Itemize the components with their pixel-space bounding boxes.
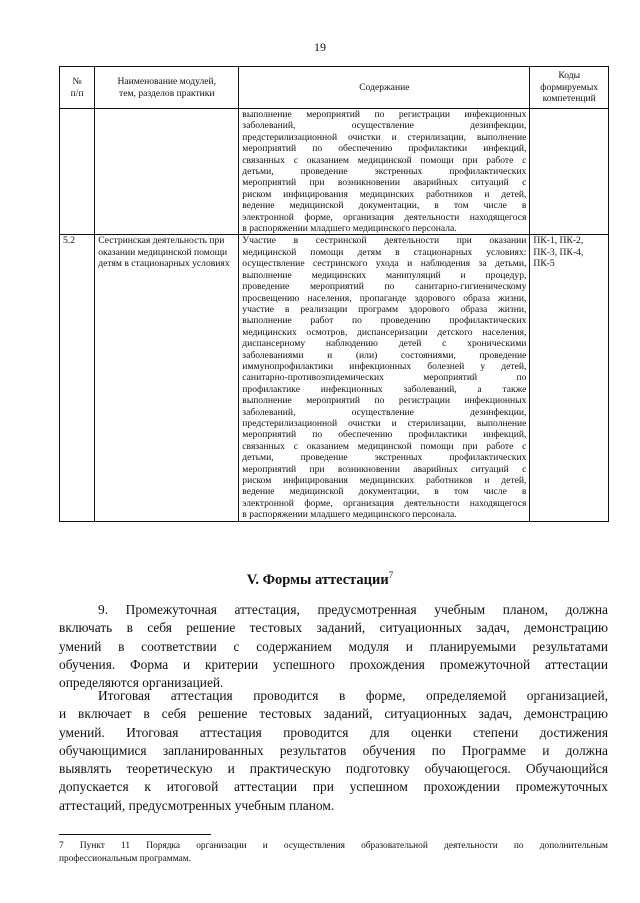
content-line: Участие в сестринской деятельности при оказании: [242, 235, 527, 247]
header-codes: Коды формируемых компетенций: [530, 67, 609, 109]
content-line: мероприятий по обеспечению профилактики инфекций,: [242, 429, 527, 441]
content-line: предстерилизационной очистки и стерилизации, выполнение: [242, 131, 527, 143]
footnote-line: профессиональным программам.: [59, 854, 192, 864]
content-line: детьми, проведение экстренных профилактических: [242, 166, 527, 178]
row-content: [239, 109, 530, 235]
paragraph-line: выявлять теоретическую и практическую подготовку обучающегося. Обучающийся: [59, 761, 608, 777]
content-line: заболеваний, осуществление дезинфекции,: [242, 120, 527, 132]
paragraph-line: допускается к итоговой аттестации при успешном прохождении промежуточных: [59, 779, 608, 795]
content-line: выполнение мероприятий по регистрации инфекционных: [242, 395, 527, 407]
practice-content-table: [59, 66, 609, 522]
content-line: заболеваниями и (или) состояниями, проведение: [242, 349, 527, 361]
row-codes: [530, 109, 609, 235]
paragraph-final-assessment: [59, 687, 608, 815]
footnote-ref: 7: [388, 570, 394, 580]
table-row: [60, 109, 609, 235]
header-name: Наименование модулей, тем, разделов практики: [95, 67, 239, 109]
content-line: мероприятий по обеспечению профилактики инфекций,: [242, 143, 527, 155]
content-line: электронной форме, организация деятельности находящегося: [242, 211, 527, 223]
content-line: медицинской помощи детям в стационарных условиях:: [242, 246, 527, 258]
content-line: предстерилизационной очистки и стерилизации, выполнение: [242, 417, 527, 429]
content-line: в распоряжении младшего медицинского персонала.: [242, 509, 457, 521]
row-content: [239, 235, 530, 521]
section-title-text: V. Формы аттестации: [246, 571, 389, 588]
paragraph-line: Итоговая аттестация проводится в форме, определяемой организацией,: [98, 688, 608, 703]
paragraph-line: определяются организацией.: [59, 675, 224, 691]
table-header-row: [60, 67, 609, 109]
content-line: мероприятий при возникновении аварийных ситуаций с: [242, 177, 527, 189]
content-line: профилактике инфекционных заболеваний, а также: [242, 383, 527, 395]
paragraph-intermediate-assessment: [59, 601, 608, 692]
content-line: просвещению населения, пропаганде здорового образа жизни,: [242, 292, 527, 304]
paragraph-line: аттестаций, предусмотренных учебным планом.: [59, 797, 335, 813]
header-num: № п/п: [60, 67, 95, 109]
paragraph-line: обучающимися запланированных результатов обучения по Программе и должна: [59, 742, 608, 758]
content-line: риском инфицирования медицинских работников и детей,: [242, 188, 527, 200]
paragraph-line: умений. Итоговая аттестация проводится для оценки степени достижения: [59, 724, 608, 740]
footnote: [59, 840, 608, 866]
table-row: [60, 235, 609, 521]
section-title: [0, 570, 640, 589]
paragraph-line: включать в себя решение тестовых заданий, ситуационных задач, демонстрацию: [59, 620, 608, 636]
page-number: 19: [314, 40, 326, 54]
content-line: иммунопрофилактики инфекционных болезней у детей,: [242, 360, 527, 372]
paragraph-line: умений в соответствии с содержанием модуля и планируемыми результатами: [59, 638, 608, 654]
paragraph-line: обучения. Форма и критерии успешного прохождения промежуточной аттестации: [59, 656, 608, 672]
row-codes: ПК-1, ПК-2, ПК-3, ПК-4, ПК-5: [530, 235, 609, 521]
content-line: выполнение работ по проведению профилактических: [242, 315, 527, 327]
row-name: [95, 109, 239, 235]
header-content: Содержание: [239, 67, 530, 109]
paragraph-line: и включает в себя решение тестовых заданий, ситуационных задач, демонстрацию: [59, 706, 608, 722]
content-line: санитарно-противоэпидемических мероприятий по: [242, 372, 527, 384]
paragraph-line: 9. Промежуточная аттестация, предусмотренная учебным планом, должна: [98, 602, 608, 617]
row-number: [60, 109, 95, 235]
content-line: диспансерному наблюдению детей с хроническими: [242, 338, 527, 350]
content-line: ведение медицинской документации, в том числе в: [242, 486, 527, 498]
footnote-line: 7 Пункт 11 Порядка организации и осуществления образовательной деятельности по дополнительным: [59, 841, 608, 851]
content-line: заболеваний, осуществление дезинфекции,: [242, 406, 527, 418]
content-line: осуществление сестринского ухода и наблюдения за детьми,: [242, 258, 527, 270]
content-line: риском инфицирования медицинских работников и детей,: [242, 475, 527, 486]
footnote-divider: [59, 834, 211, 835]
content-line: выполнение медицинских манипуляций и процедур,: [242, 269, 527, 281]
row-number: 5.2: [60, 235, 95, 521]
content-line: участие в реализации программ здорового образа жизни,: [242, 303, 527, 315]
content-line: связанных с оказанием медицинской помощи при работе с: [242, 440, 527, 452]
content-line: электронной форме, организация деятельности находящегося: [242, 497, 527, 509]
content-line: мероприятий при возникновении аварийных ситуаций с: [242, 463, 527, 475]
content-line: выполнение мероприятий по регистрации инфекционных: [242, 109, 527, 120]
content-line: ведение медицинской документации, в том числе в: [242, 200, 527, 212]
content-line: проведение мероприятий по санитарно-гигиеническому: [242, 281, 527, 293]
content-line: связанных с оказанием медицинской помощи при работе с: [242, 154, 527, 166]
content-line: детьми, проведение экстренных профилактических: [242, 452, 527, 464]
content-line: медицинских осмотров, диспансеризации детского населения,: [242, 326, 527, 338]
row-name: Сестринская деятельность при оказании медицинской помощи детям в стационарных условиях: [95, 235, 239, 521]
content-line: в распоряжении младшего медицинского персонала.: [242, 223, 457, 235]
